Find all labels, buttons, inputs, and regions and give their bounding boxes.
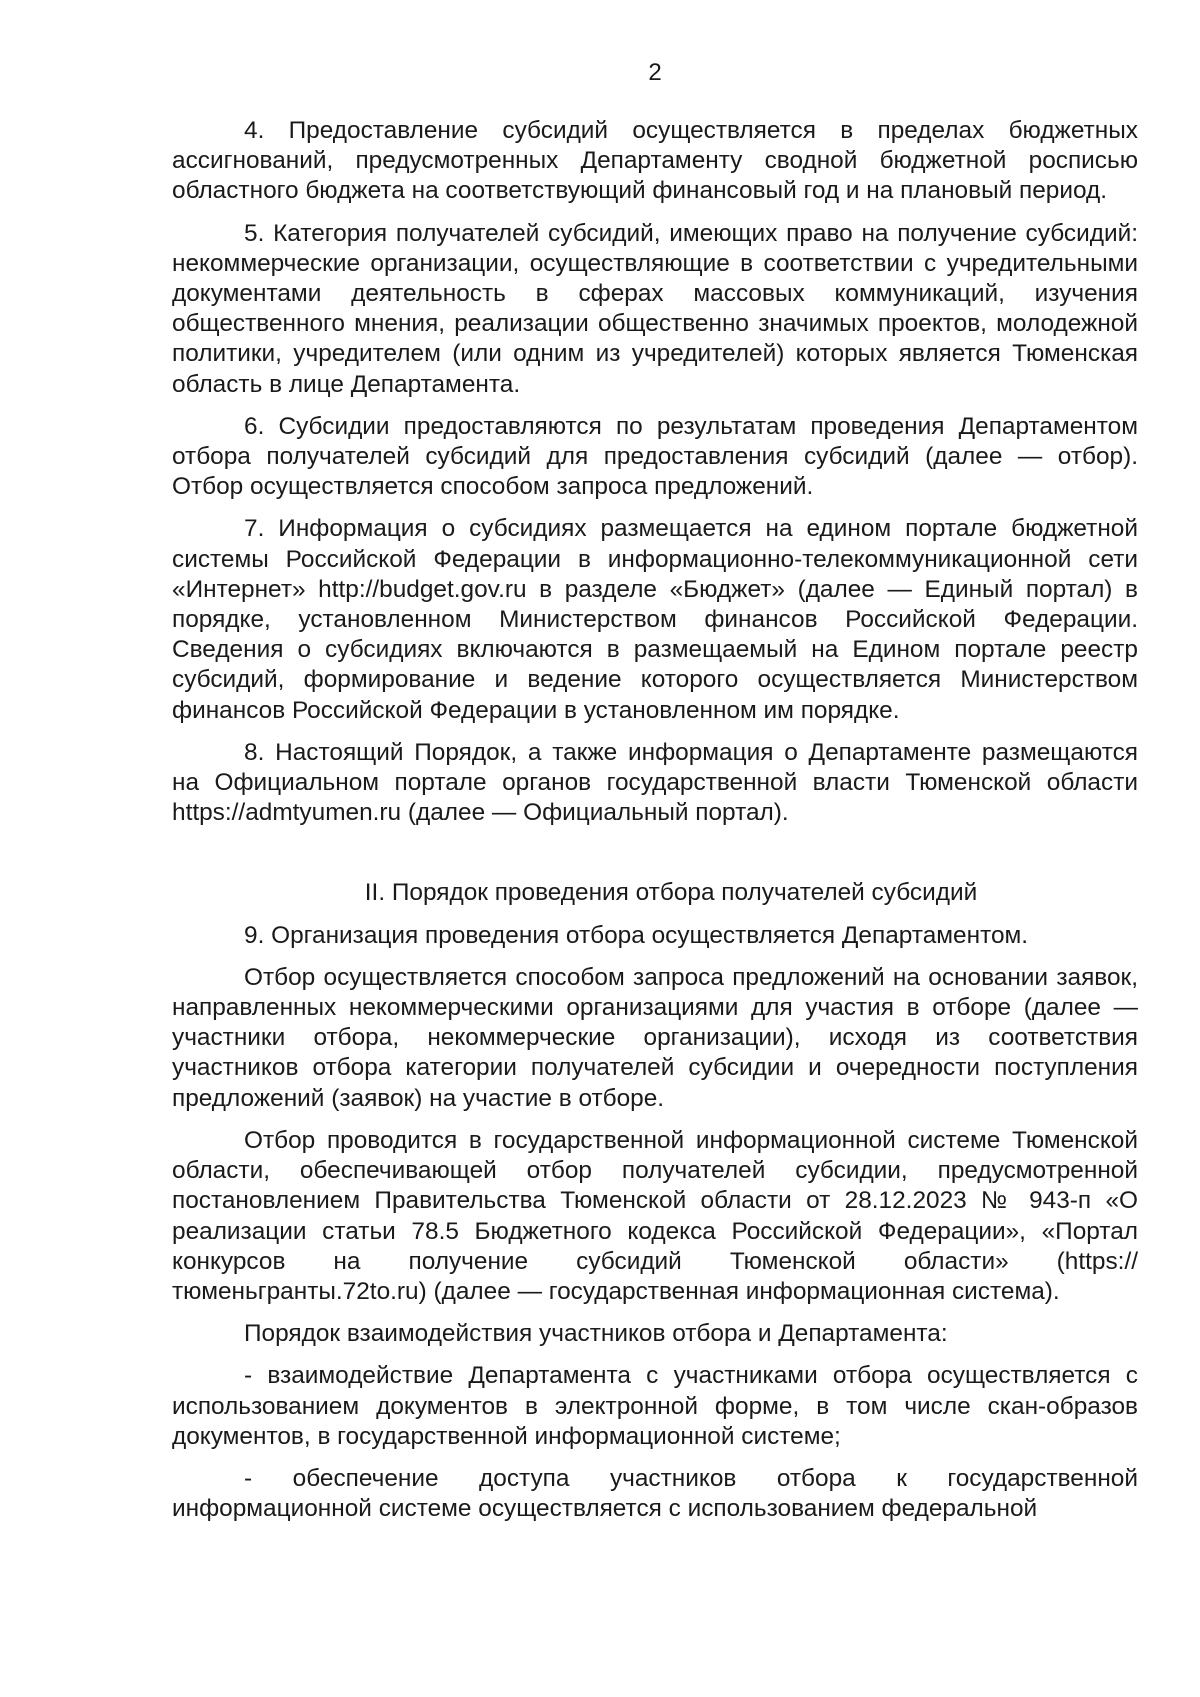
paragraph-selection-method: Отбор осуществляется способом запроса предложений на основании заявок, направленных некоммерческими организациями для участия в отборе (далее — участники отбора, некоммерческие организации), исходя из соответствия участников отбора категории получателей субсидии и очередности поступления предложений (заявок) на участие в отборе. xyxy=(172,963,1138,1112)
paragraph-item-8: 8. Настоящий Порядок, а также информация о Департаменте размещаются на Официальном портале органов государственной власти Тюменской области https://admtyumen.ru (далее — Официальный портал). xyxy=(172,738,1138,827)
paragraph-item-9: 9. Организация проведения отбора осуществляется Департаментом. xyxy=(244,921,1029,949)
paragraph-item-7: 7. Информация о субсидиях размещается на едином портале бюджетной системы Российской Федерации в информационно-телекоммуникационной сети «Интернет» http://budget.gov.ru в разделе «Бюджет» (далее — Единый портал) в порядке, установленном Министерством финансов Российской Федерации. Сведения о субсидиях включаются в размещаемый на Едином портале реестр субсидий, формирование и ведение которого осуществляется Министерством финансов Российской Федерации в установленном им порядке. xyxy=(172,515,1138,724)
paragraph-item-4: 4. Предоставление субсидий осуществляется в пределах бюджетных ассигнований, предусмотренных Департаменту сводной бюджетной росписью областного бюджета на соответствующий финансовый год и на плановый период. xyxy=(172,117,1138,205)
paragraph-interaction-order: Порядок взаимодействия участников отбора и Департамента: xyxy=(244,1320,948,1348)
paragraph-information-system: Отбор проводится в государственной информационной системе Тюменской области, обеспечивающей отбор получателей субсидии, предусмотренной постановлением Правительства Тюменской области от 28.12.2023 № 943-п «О реализации статьи 78.5 Бюджетного кодекса Российской Федерации», «Портал конкурсов на получение субсидий Тюменской области» (https://тюменьгранты.72to.ru) (далее — государственная информационная система). xyxy=(172,1126,1138,1305)
paragraph-item-5: 5. Категория получателей субсидий, имеющих право на получение субсидий: некоммерческие организации, осуществляющие в соответствии с учредительными документами деятельность в сферах массовых коммуникаций, изучения общественного мнения, реализации общественно значимых проектов, молодежной политики, учредителем (или одним из учредителей) которых является Тюменская область в лице Департамента. xyxy=(172,219,1138,398)
paragraph-electronic-documents: - взаимодействие Департамента с участниками отбора осуществляется с использованием документов в электронной форме, в том числе скан-образов документов, в государственной информационной системе; xyxy=(172,1362,1138,1450)
document-body xyxy=(172,116,1138,1536)
page-number: 2 xyxy=(648,59,662,86)
paragraph-system-access: - обеспечение доступа участников отбора к государственной информационной системе осуществляется с использованием федеральной xyxy=(172,1464,1138,1523)
paragraph-item-6: 6. Субсидии предоставляются по результатам проведения Департаментом отбора получателей субсидий для предоставления субсидий (далее — отбор). Отбор осуществляется способом запроса предложений. xyxy=(172,412,1138,501)
section-heading: II. Порядок проведения отбора получателей субсидий xyxy=(364,879,978,907)
